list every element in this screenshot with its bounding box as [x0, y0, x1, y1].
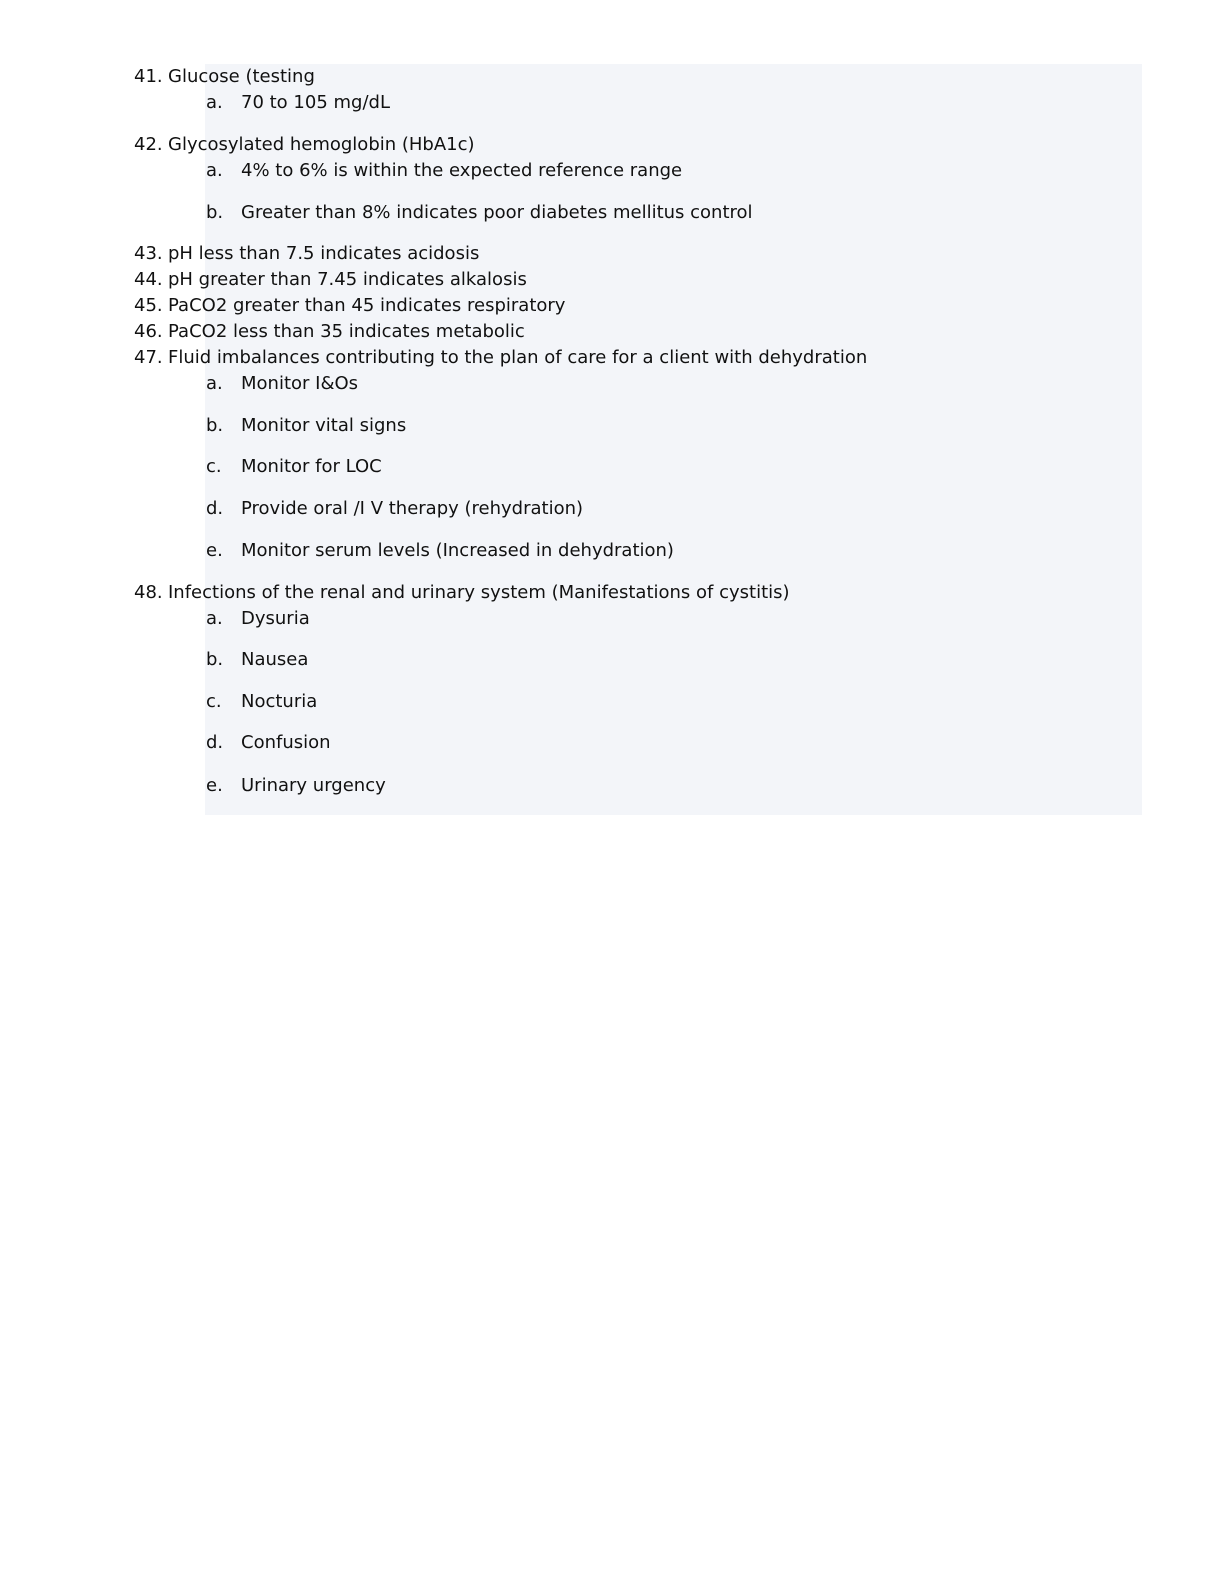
subitem-text: Confusion	[241, 732, 331, 753]
subitem-text: Nausea	[241, 649, 309, 670]
item-text: Infections of the renal and urinary system (Manifestations of cystitis)	[168, 582, 790, 603]
subitem-letter: a.	[206, 92, 223, 113]
subitem-letter: a.	[206, 608, 223, 629]
item-number: 45.	[134, 295, 163, 316]
list-item-48	[134, 580, 790, 606]
subitem-47-a	[206, 371, 358, 397]
list-item-45	[134, 293, 565, 319]
item-number: 44.	[134, 269, 163, 290]
item-number: 41.	[134, 66, 163, 87]
subitem-48-d	[206, 730, 331, 756]
subitem-text: Monitor I&Os	[241, 373, 359, 394]
subitem-text: Monitor serum levels (Increased in dehydration)	[241, 540, 674, 561]
item-text: Glycosylated hemoglobin (HbA1c)	[168, 134, 475, 155]
subitem-text: 70 to 105 mg/dL	[241, 92, 390, 113]
item-text: PaCO2 greater than 45 indicates respiratory	[168, 295, 566, 316]
list-item-47	[134, 345, 867, 371]
subitem-letter: b.	[206, 415, 224, 436]
subitem-47-d	[206, 496, 583, 522]
item-text: pH greater than 7.45 indicates alkalosis	[168, 269, 527, 290]
subitem-41-a	[206, 90, 390, 116]
subitem-letter: d.	[206, 498, 224, 519]
subitem-text: Monitor for LOC	[241, 456, 382, 477]
item-text: PaCO2 less than 35 indicates metabolic	[168, 321, 525, 342]
item-number: 48.	[134, 582, 163, 603]
subitem-48-e	[206, 773, 386, 799]
item-number: 46.	[134, 321, 163, 342]
item-text: pH less than 7.5 indicates acidosis	[168, 243, 480, 264]
subitem-48-a	[206, 606, 310, 632]
item-text: Fluid imbalances contributing to the plan of care for a client with dehydration	[168, 347, 868, 368]
list-item-44	[134, 267, 527, 293]
subitem-47-b	[206, 413, 406, 439]
item-number: 47.	[134, 347, 163, 368]
subitem-text: Urinary urgency	[241, 775, 386, 796]
list-item-43	[134, 241, 479, 267]
subitem-letter: d.	[206, 732, 224, 753]
subitem-42-a	[206, 158, 682, 184]
subitem-text: Nocturia	[241, 691, 318, 712]
item-number: 43.	[134, 243, 163, 264]
subitem-text: Monitor vital signs	[241, 415, 407, 436]
subitem-text: Dysuria	[241, 608, 310, 629]
subitem-48-c	[206, 689, 317, 715]
subitem-42-b	[206, 200, 753, 226]
subitem-text: Provide oral /I V therapy (rehydration)	[241, 498, 584, 519]
item-number: 42.	[134, 134, 163, 155]
subitem-letter: a.	[206, 373, 223, 394]
subitem-47-e	[206, 538, 674, 564]
subitem-letter: e.	[206, 540, 223, 561]
item-text: Glucose (testing	[168, 66, 315, 87]
subitem-letter: e.	[206, 775, 223, 796]
subitem-letter: c.	[206, 691, 222, 712]
subitem-text: Greater than 8% indicates poor diabetes mellitus control	[241, 202, 753, 223]
subitem-text: 4% to 6% is within the expected reference range	[241, 160, 683, 181]
list-item-46	[134, 319, 525, 345]
subitem-letter: b.	[206, 649, 224, 670]
subitem-letter: a.	[206, 160, 223, 181]
list-item-41	[134, 64, 315, 90]
subitem-47-c	[206, 454, 382, 480]
list-item-42	[134, 132, 475, 158]
subitem-48-b	[206, 647, 308, 673]
subitem-letter: b.	[206, 202, 224, 223]
subitem-letter: c.	[206, 456, 222, 477]
